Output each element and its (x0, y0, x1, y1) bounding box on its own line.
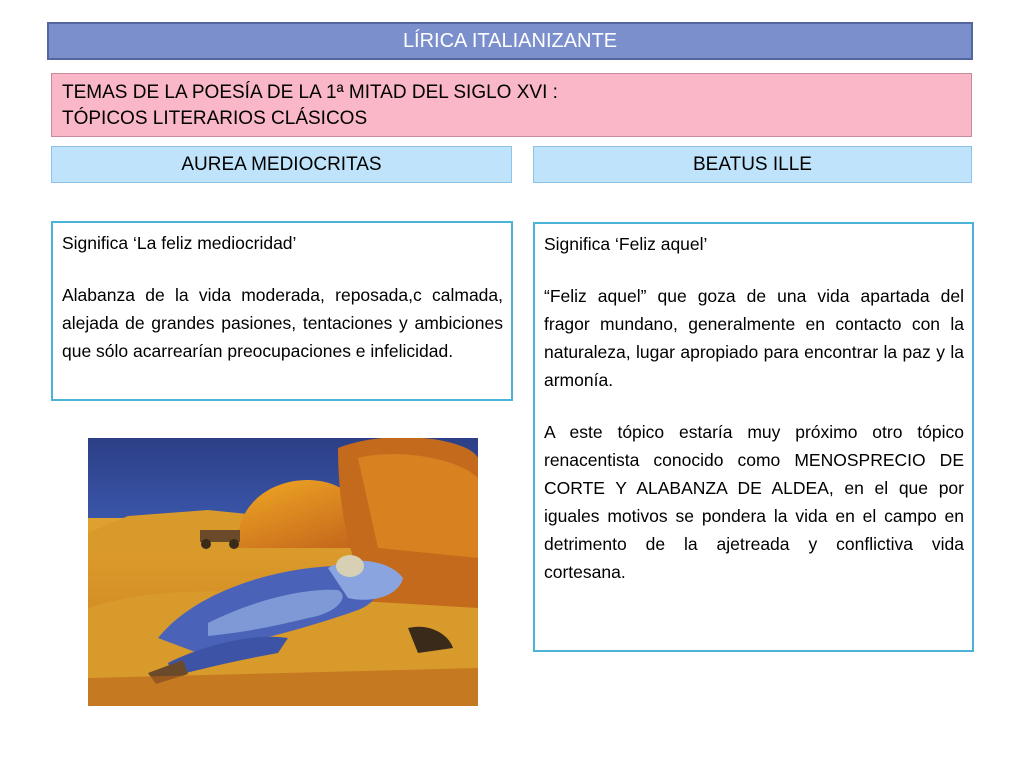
slide-title-text: LÍRICA ITALIANIZANTE (402, 29, 618, 52)
topics-line-1: TEMAS DE LA POESÍA DE LA 1ª MITAD DEL SIGLO XVI : (62, 82, 558, 103)
aurea-meaning: Significa ‘La feliz mediocridad’ (62, 233, 297, 253)
painting-siesta-illustration (88, 438, 478, 706)
painting-image (88, 438, 478, 706)
beatus-meaning: Significa ‘Feliz aquel’ (544, 234, 708, 254)
beatus-description: “Feliz aquel” que goza de una vida apartada del fragor mundano, generalmente en contacto con la naturaleza, lugar apropiado para encontrar la paz y la armonía. (544, 286, 964, 390)
beatus-related: A este tópico estaría muy próximo otro tópico renacentista conocido como MENOSPRECIO DE CORTE Y ALABANZA DE ALDEA, en el que por iguales motivos se pondera la vida en el campo en detrimento de la ajetreada y conflictiva vida cortesana. (544, 422, 964, 582)
aurea-mediocritas-panel (51, 221, 513, 401)
beatus-ille-panel (533, 222, 974, 652)
heading-right-text: BEATUS ILLE (693, 153, 812, 175)
aurea-description: Alabanza de la vida moderada, reposada,c calmada, alejada de grandes pasiones, tentaciones y ambiciones que sólo acarrearían preocupaciones e infelicidad. (62, 285, 503, 361)
heading-aurea-mediocritas (51, 146, 512, 183)
topics-line-2: TÓPICOS LITERARIOS CLÁSICOS (62, 108, 368, 129)
topics-banner (51, 73, 972, 137)
heading-beatus-ille (533, 146, 972, 183)
heading-left-text: AUREA MEDIOCRITAS (181, 153, 382, 175)
slide-title (47, 22, 973, 60)
